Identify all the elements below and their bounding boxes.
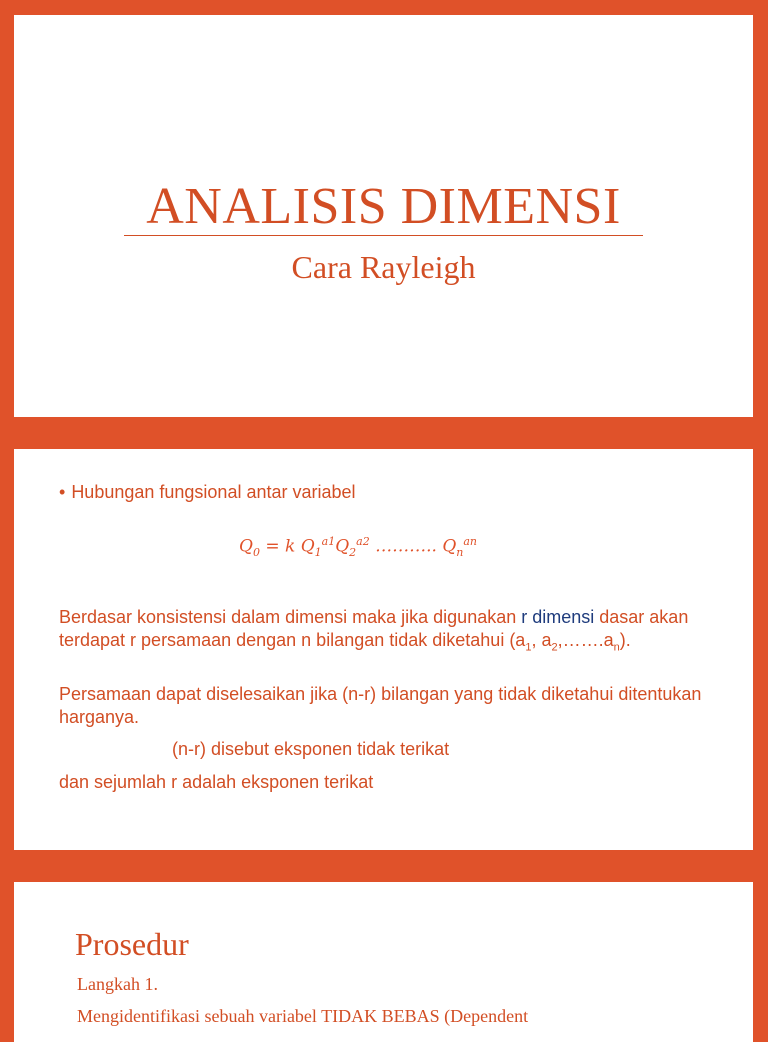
formula-a1: a1 [321, 535, 336, 548]
paragraph-solvable: Persamaan dapat diselesaikan jika (n-r) bilangan yang tidak diketahui ditentukan harganya. [59, 684, 702, 727]
formula-qn-sub: n [456, 546, 464, 560]
p1-text-c: , a [531, 630, 552, 650]
slide-title: ANALISIS DIMENSI [146, 178, 621, 235]
slide-subtitle: Cara Rayleigh [291, 249, 476, 285]
p1-sub-2: 2 [551, 641, 558, 654]
p1-text-d: ,…….a [557, 630, 614, 650]
bullet-dot-icon: • [59, 482, 66, 502]
formula-dots: ……….. Q [369, 536, 457, 557]
bullet-item [59, 482, 356, 503]
p1-sub-n: n [613, 641, 620, 654]
procedure-slide [14, 882, 753, 1042]
title-slide [14, 15, 753, 417]
paragraph-consistency [59, 606, 729, 660]
step-label: Langkah 1. [77, 974, 158, 994]
formula-an: an [463, 535, 478, 548]
formula-q2: Q [335, 536, 350, 557]
bullet-text: Hubungan fungsional antar variabel [71, 482, 356, 502]
formula-q0-sub: 0 [252, 546, 260, 560]
formula-a2: a2 [356, 535, 370, 548]
formula [239, 535, 477, 559]
p1-text-a: Berdasar konsistensi dalam dimensi maka jika digunakan [59, 607, 522, 627]
step-text: Mengidentifikasi sebuah variabel TIDAK BEBAS (Dependent [77, 1006, 529, 1026]
formula-q2-sub: 2 [349, 546, 357, 560]
p1-sub-1: 1 [525, 641, 532, 654]
formula-q1-sub: 1 [314, 546, 322, 560]
p1-highlight: r dimensi [521, 607, 595, 627]
content-slide [14, 449, 753, 850]
p1-text-b: dasar akan terdapat r persamaan dengan n bilangan tidak diketahui (a [59, 607, 689, 650]
title-underline [124, 235, 643, 236]
p1-text-e: ). [619, 630, 631, 650]
paragraph-bound-exponent: dan sejumlah r adalah eksponen terikat [59, 772, 374, 792]
formula-q0: Q [239, 536, 253, 557]
procedure-heading: Prosedur [75, 926, 189, 962]
paragraph-free-exponent: (n-r) disebut eksponen tidak terikat [172, 739, 450, 759]
formula-eq: = k Q [259, 536, 315, 557]
